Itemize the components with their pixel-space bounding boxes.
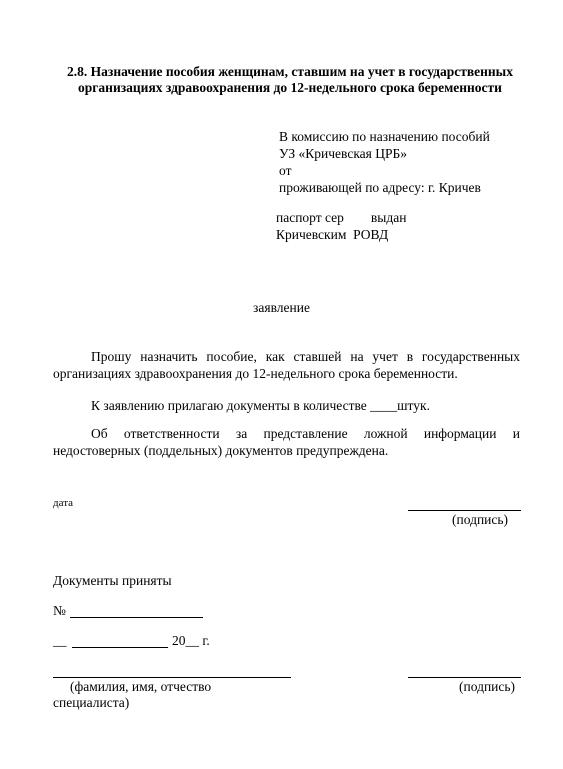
specialist-signature-label: (подпись) [459, 679, 516, 694]
year-label: 20__ г. [172, 633, 210, 648]
signature-line [408, 510, 521, 511]
paragraph-responsibility [53, 425, 520, 459]
recipient-line-3: от [279, 163, 292, 178]
date-month-line [72, 647, 168, 648]
recipient-block [279, 128, 490, 196]
specialist-name-line [53, 677, 291, 678]
signature-label: (подпись) [452, 512, 509, 527]
paragraph-responsibility-line-1: Об ответственности за представление ложной информации и [91, 426, 520, 441]
paragraph-responsibility-line-2: недостоверных (поддельных) документов предупреждена. [53, 443, 389, 458]
paragraph-request-line-1: Прошу назначить пособие, как ставшей на учет в государственных [91, 349, 520, 364]
passport-line-2: Кричевским РОВД [276, 227, 389, 242]
title-line-2: организациях здравоохранения до 12-недельного срока беременности [78, 80, 502, 95]
document-title [40, 64, 540, 96]
specialist-signature-line [408, 677, 521, 678]
acceptance-heading: Документы приняты [53, 573, 172, 588]
date-label: дата [53, 497, 74, 509]
title-line-1: 2.8. Назначение пособия женщинам, ставшим на учет в государственных [67, 64, 513, 79]
number-label: № [53, 603, 66, 618]
paragraph-request-line-2: организациях здравоохранения до 12-недельного срока беременности. [53, 366, 458, 381]
specialist-label-line-2: специалиста) [53, 695, 130, 710]
recipient-line-1: В комиссию по назначению пособий [279, 129, 490, 144]
number-line [70, 617, 203, 618]
passport-line-1: паспорт сер выдан [276, 210, 407, 225]
recipient-line-2: УЗ «Кричевская ЦРБ» [279, 146, 408, 161]
paragraph-request [53, 348, 520, 382]
paragraph-documents [53, 397, 520, 414]
specialist-label-line-1: (фамилия, имя, отчество [70, 679, 212, 694]
paragraph-documents-line: К заявлению прилагаю документы в количестве ____штук. [91, 398, 430, 413]
application-heading: заявление [253, 300, 310, 315]
passport-block [276, 209, 406, 243]
recipient-line-4: проживающей по адресу: г. Кричев [279, 180, 481, 195]
date-day-prefix: __ [53, 633, 67, 648]
